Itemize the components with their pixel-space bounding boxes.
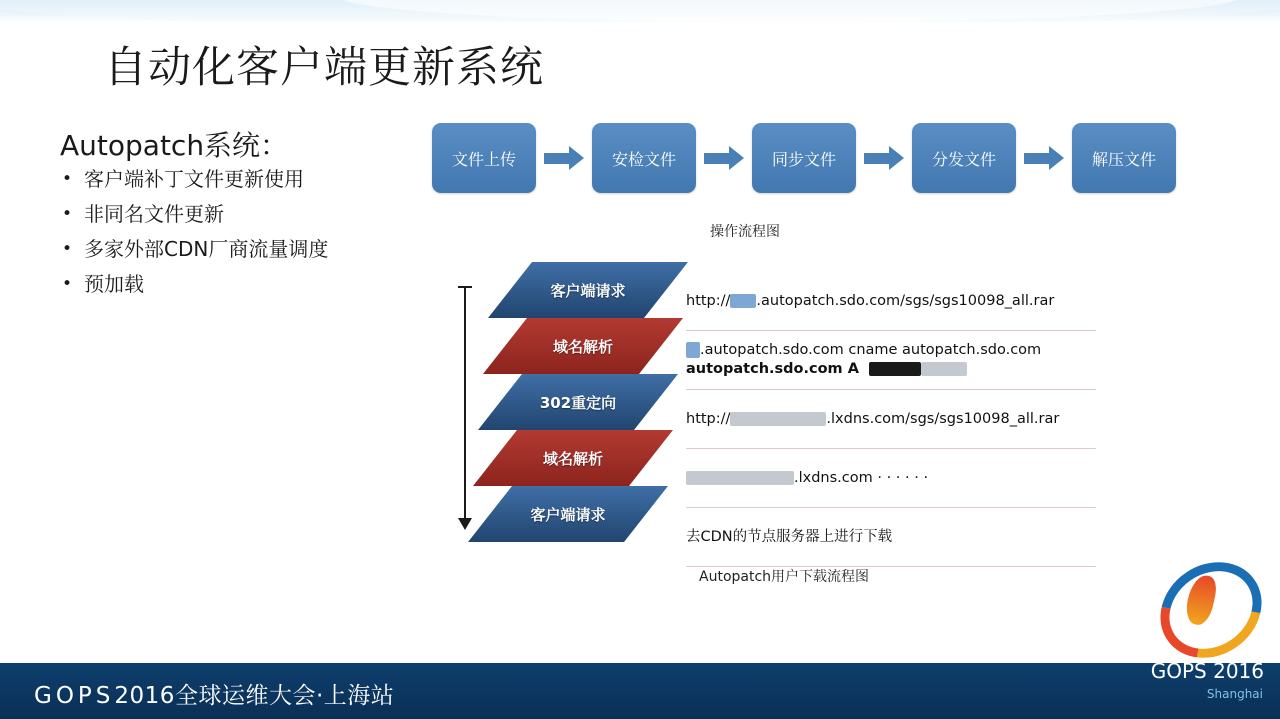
- redacted-mask: [869, 362, 921, 376]
- footer-label: [34, 677, 394, 710]
- detail-row-3: [686, 390, 1096, 449]
- detail-text-suffix: .autopatch.sdo.com cname autopatch.sdo.com: [700, 342, 1042, 358]
- list-item: [62, 166, 482, 192]
- arrow-right-icon: [536, 145, 592, 171]
- list-item: [62, 236, 482, 262]
- stack-layer-label: 域名解析: [542, 449, 603, 468]
- flow-step-2: 安检文件: [592, 123, 696, 193]
- detail-text-suffix: .lxdns.com/sgs/sgs10098_all.rar: [826, 410, 1060, 427]
- detail-row-4: [686, 449, 1096, 508]
- stack-layer-4: [473, 430, 673, 486]
- arrow-right-icon: [696, 145, 752, 171]
- list-item: [62, 201, 482, 227]
- flow-step-3: 同步文件: [752, 123, 856, 193]
- page-title: 自动化客户端更新系统: [104, 43, 544, 93]
- redacted-mask: [730, 412, 826, 426]
- bullet-dot-icon: •: [62, 169, 73, 189]
- detail-row-2: [686, 331, 1096, 390]
- footer-subtitle: 2016全球运维大会·上海站: [114, 683, 395, 709]
- stack-layer-label: 302重定向: [539, 393, 617, 412]
- download-flow-stack: [468, 262, 708, 562]
- list-item: [62, 271, 482, 297]
- operation-flow-caption: 操作流程图: [710, 224, 780, 240]
- section-lead-label: Autopatch系统：: [60, 129, 289, 162]
- stack-layer-label: 域名解析: [552, 337, 613, 356]
- footer-brand: GOPS: [34, 683, 115, 709]
- stack-layer-5: [468, 486, 668, 542]
- bullet-dot-icon: •: [62, 239, 73, 259]
- detail-text-prefix: http://: [686, 292, 731, 309]
- stack-layer-label: 客户端请求: [530, 505, 606, 524]
- arrow-right-icon: [1016, 145, 1072, 171]
- redacted-mask: [686, 471, 794, 485]
- stack-layer-label: 客户端请求: [550, 281, 626, 300]
- detail-row-5: [686, 508, 1096, 567]
- gops-logo-icon: [1152, 565, 1262, 657]
- detail-text-prefix: autopatch.sdo.com A: [686, 361, 859, 377]
- detail-text-prefix: http://: [686, 410, 731, 427]
- footer-logo-text: GOPS 2016: [1150, 659, 1264, 683]
- list-item-label: 多家外部CDN厂商流量调度: [84, 237, 329, 261]
- download-flow-details: [686, 272, 1096, 567]
- detail-row-1: [686, 272, 1096, 331]
- arrow-right-icon: [856, 145, 912, 171]
- bullet-dot-icon: •: [62, 204, 73, 224]
- list-item-label: 客户端补丁文件更新使用: [84, 167, 304, 191]
- bullet-list: [62, 166, 482, 306]
- download-flow-caption: Autopatch用户下载流程图: [699, 569, 870, 585]
- footer-bar: [0, 659, 1280, 719]
- stack-layer-2: [483, 318, 683, 374]
- stack-layer-3: [478, 374, 678, 430]
- list-item-label: 预加载: [84, 272, 144, 296]
- flow-step-1: 文件上传: [432, 123, 536, 193]
- list-item-label: 非同名文件更新: [84, 202, 224, 226]
- top-decoration-band: [0, 0, 1280, 22]
- flow-step-5: 解压文件: [1072, 123, 1176, 193]
- flow-step-4: 分发文件: [912, 123, 1016, 193]
- operation-flow-diagram: [432, 123, 1176, 193]
- detail-text-suffix: .lxdns.com · · · · · ·: [794, 469, 929, 486]
- redacted-mask: [730, 294, 756, 308]
- detail-text-prefix: 去CDN的节点服务器上进行下载: [686, 528, 893, 545]
- redacted-mask: [921, 362, 967, 376]
- bullet-dot-icon: •: [62, 274, 73, 294]
- stack-layer-1: [488, 262, 688, 318]
- footer-logo-subtext: Shanghai: [1206, 687, 1263, 701]
- detail-text-suffix: .autopatch.sdo.com/sgs/sgs10098_all.rar: [756, 292, 1055, 309]
- redacted-mask: [686, 342, 700, 358]
